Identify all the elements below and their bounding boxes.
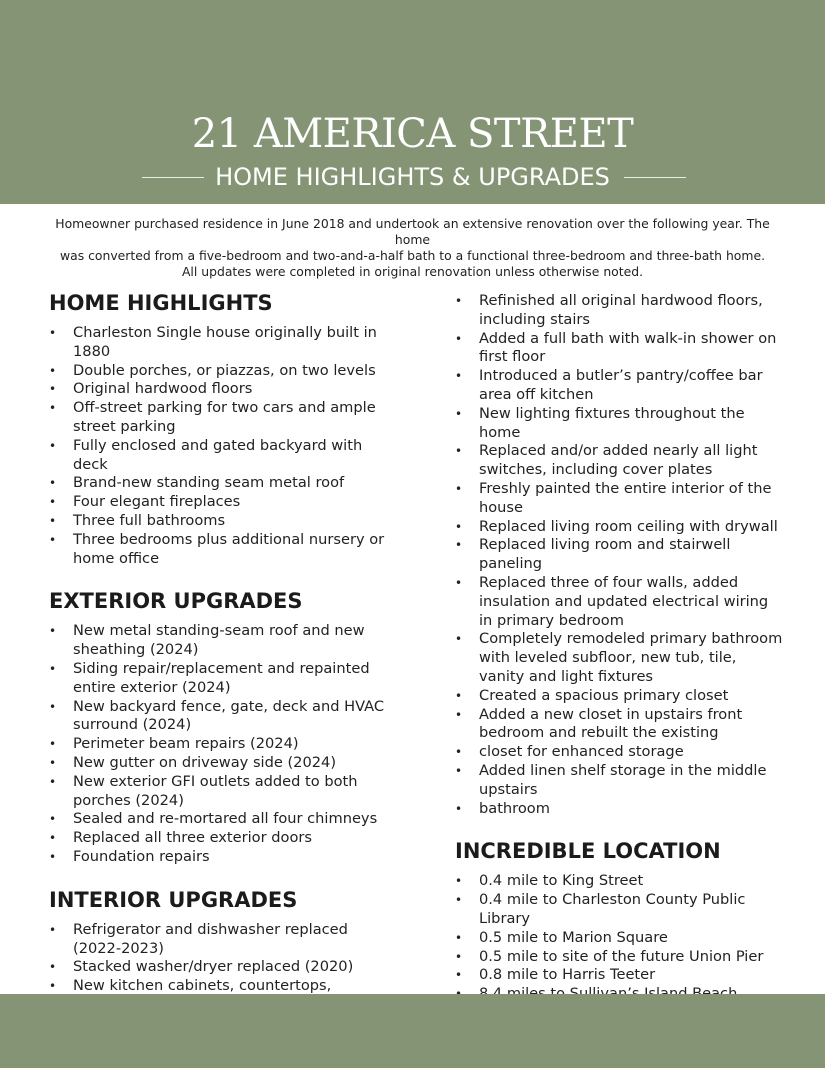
list-item: • New backyard fence, gate, deck and HVAC surround (2024) <box>49 698 394 736</box>
list-item: • Added a full bath with walk-in shower on first floor <box>455 330 785 368</box>
list-item: • Replaced living room ceiling with drywall <box>455 518 785 537</box>
intro-line: Homeowner purchased residence in June 2018 and undertook an extensive renovation over the following year. The home <box>55 216 770 247</box>
list-item: • Replaced three of four walls, added insulation and updated electrical wiring in primary bedroom <box>455 574 785 630</box>
section-heading-exterior-upgrades: EXTERIOR UPGRADES <box>49 589 303 614</box>
page-title: 21 AMERICA STREET <box>191 111 634 157</box>
list-item: • 0.5 mile to Marion Square <box>455 929 785 948</box>
page-subtitle: HOME HIGHLIGHTS & UPGRADES <box>215 163 610 191</box>
section-heading-incredible-location: INCREDIBLE LOCATION <box>455 839 721 864</box>
list-item: • Original hardwood floors <box>49 380 394 399</box>
intro-paragraph <box>40 216 785 280</box>
list-item: • Brand-new standing seam metal roof <box>49 474 394 493</box>
intro-line: All updates were completed in original renovation unless otherwise noted. <box>181 264 644 279</box>
list-item: • 0.4 mile to King Street <box>455 872 785 891</box>
left-column <box>49 288 394 1070</box>
list-item: • Replaced all three exterior doors <box>49 829 394 848</box>
list-item: • New exterior GFI outlets added to both porches (2024) <box>49 773 394 811</box>
list-item: • 0.8 mile to Harris Teeter <box>455 966 785 985</box>
interior-upgrades-continued-list <box>455 292 785 818</box>
list-item: • New gutter on driveway side (2024) <box>49 754 394 773</box>
home-highlights-list <box>49 324 394 568</box>
list-item: • Charleston Single house originally built in 1880 <box>49 324 394 362</box>
list-item: • Added linen shelf storage in the middle upstairs <box>455 762 785 800</box>
list-item: • Completely remodeled primary bathroom with leveled subfloor, new tub, tile, vanity and light fixtures <box>455 630 785 686</box>
list-item: • closet for enhanced storage <box>455 743 785 762</box>
section-heading-home-highlights: HOME HIGHLIGHTS <box>49 291 273 315</box>
list-item: • Fully enclosed and gated backyard with deck <box>49 437 394 475</box>
list-item: • Refrigerator and dishwasher replaced (2022-2023) <box>49 921 394 959</box>
list-item: • Four elegant fireplaces <box>49 493 394 512</box>
list-item: • Siding repair/replacement and repainted entire exterior (2024) <box>49 660 394 698</box>
subtitle-row <box>0 160 825 194</box>
list-item: • Sealed and re-mortared all four chimneys <box>49 810 394 829</box>
header-banner <box>0 0 825 204</box>
list-item: • Stacked washer/dryer replaced (2020) <box>49 958 394 977</box>
list-item: • Refinished all original hardwood floors, including stairs <box>455 292 785 330</box>
list-item: • Off-street parking for two cars and ample street parking <box>49 399 394 437</box>
list-item: • Double porches, or piazzas, on two levels <box>49 362 394 381</box>
section-heading-interior-upgrades: INTERIOR UPGRADES <box>49 887 298 912</box>
list-item: • Replaced living room and stairwell paneling <box>455 536 785 574</box>
list-item: • Foundation repairs <box>49 848 394 867</box>
list-item: • Freshly painted the entire interior of the house <box>455 480 785 518</box>
right-column <box>455 292 785 1041</box>
intro-line: was converted from a five-bedroom and two-and-a-half bath to a functional three-bedroom and three-bath home. <box>59 248 766 263</box>
list-item: • New metal standing-seam roof and new sheathing (2024) <box>49 622 394 660</box>
list-item: • Created a spacious primary closet <box>455 687 785 706</box>
divider-right <box>624 177 686 178</box>
footer-band <box>0 994 825 1068</box>
list-item: • Three bedrooms plus additional nursery or home office <box>49 531 394 569</box>
exterior-upgrades-list <box>49 622 394 866</box>
list-item: • Replaced and/or added nearly all light switches, including cover plates <box>455 442 785 480</box>
list-item: • New lighting fixtures throughout the home <box>455 405 785 443</box>
list-item: • Perimeter beam repairs (2024) <box>49 735 394 754</box>
list-item: • Introduced a butler’s pantry/coffee bar area off kitchen <box>455 367 785 405</box>
list-item: • Added a new closet in upstairs front bedroom and rebuilt the existing <box>455 706 785 744</box>
list-item: • Three full bathrooms <box>49 512 394 531</box>
list-item: • 0.5 mile to site of the future Union Pier <box>455 948 785 967</box>
list-item: • 0.4 mile to Charleston County Public Library <box>455 891 785 929</box>
list-item: • New kitchen cabinets, countertops, <box>49 977 394 1015</box>
list-item: • bathroom <box>455 800 785 819</box>
